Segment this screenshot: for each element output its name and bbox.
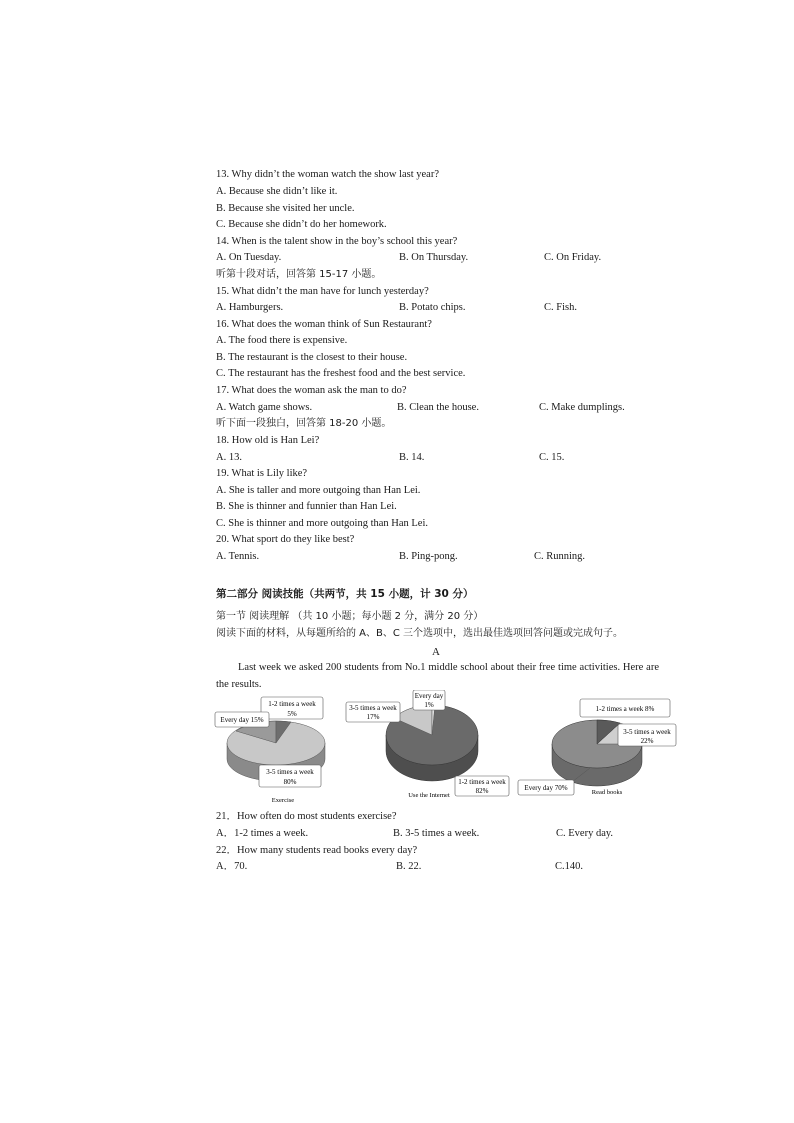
pie1-label-a2: 5% xyxy=(287,710,297,718)
part2-heading: 第二部分 阅读技能（共两节，共 15 小题，计 30 分） xyxy=(216,588,474,600)
q19-option-b: B. She is thinner and funnier than Han Lei. xyxy=(216,501,397,512)
q16-option-a: A. The food there is expensive. xyxy=(216,335,348,346)
q18-option-b: B. 14. xyxy=(399,452,425,463)
instruction-monologue: 听下面一段独白，回答第 18-20 小题。 xyxy=(216,418,392,429)
q15-question: 15. What didn’t the man have for lunch yesterday? xyxy=(216,286,429,297)
q14-question: 14. When is the talent show in the boy’s school this year? xyxy=(216,236,458,247)
pie2-label-a1: Every day xyxy=(414,692,444,700)
q18-option-a: A. 13. xyxy=(216,452,242,463)
q15-option-a: A. Hamburgers. xyxy=(216,302,284,313)
pie1-label-a1: 1-2 times a week xyxy=(268,700,316,708)
pie2-label-b1: 3-5 times a week xyxy=(349,704,397,712)
q13-option-a: A. Because she didn’t like it. xyxy=(216,186,338,197)
q14-option-b: B. On Thursday. xyxy=(399,252,469,263)
pie2-label-c1: 1-2 times a week xyxy=(458,778,506,786)
q21-option-b: B. 3-5 times a week. xyxy=(393,828,480,839)
q21-option-c: C. Every day. xyxy=(556,828,614,839)
q19-question: 19. What is Lily like? xyxy=(216,468,308,479)
pie-charts-figure xyxy=(205,690,680,808)
q17-option-a: A. Watch game shows. xyxy=(216,402,313,413)
q20-option-c: C. Running. xyxy=(534,551,586,562)
pie3-label-a1: 1-2 times a week 8% xyxy=(595,705,655,713)
pie2-label-b2: 17% xyxy=(366,713,380,721)
pie1-label-b1: Every day 15% xyxy=(220,716,264,724)
q13-option-b: B. Because she visited her uncle. xyxy=(216,203,355,214)
q16-option-c: C. The restaurant has the freshest food and the best service. xyxy=(216,368,466,379)
pie3-label-b1: 3-5 times a week xyxy=(623,728,671,736)
q14-option-a: A. On Tuesday. xyxy=(216,252,282,263)
q13-question: 13. Why didn’t the woman watch the show last year? xyxy=(216,169,439,180)
pie1-label-c1: 3-5 times a week xyxy=(266,768,314,776)
passage-text: Last week we asked 200 students from No.1 middle school about their free time activities. Here are the results. xyxy=(216,662,659,690)
q14-option-c: C. On Friday. xyxy=(544,252,602,263)
q19-option-a: A. She is taller and more outgoing than Han Lei. xyxy=(216,485,421,496)
q13-option-c: C. Because she didn’t do her homework. xyxy=(216,219,387,230)
q21-question: 21．How often do most students exercise? xyxy=(216,811,397,822)
q20-option-b: B. Ping-pong. xyxy=(399,551,458,562)
q22-option-b: B. 22. xyxy=(396,861,422,872)
pie3-label-c1: Every day 70% xyxy=(524,784,568,792)
pie-chart-read-books xyxy=(518,699,676,796)
q22-option-c: C.140. xyxy=(555,861,584,872)
q17-question: 17. What does the woman ask the man to do? xyxy=(216,385,407,396)
q20-question: 20. What sport do they like best? xyxy=(216,534,355,545)
pie1-label-c2: 80% xyxy=(283,778,297,786)
section1-heading: 第一节 阅读理解 （共 10 小题；每小题 2 分，满分 20 分） xyxy=(216,611,484,622)
q20-option-a: A. Tennis. xyxy=(216,551,260,562)
q21-option-a: A．1-2 times a week. xyxy=(216,828,309,839)
pie2-label-a2: 1% xyxy=(424,701,434,709)
q18-option-c: C. 15. xyxy=(539,452,565,463)
q17-option-c: C. Make dumplings. xyxy=(539,402,625,413)
q16-question: 16. What does the woman think of Sun Restaurant? xyxy=(216,319,432,330)
q15-option-b: B. Potato chips. xyxy=(399,302,466,313)
q22-question: 22．How many students read books every day? xyxy=(216,845,418,856)
pie-chart-internet xyxy=(346,690,509,799)
pie2-title: Use the Internet xyxy=(408,792,450,799)
pie-chart-exercise xyxy=(215,697,325,804)
q18-question: 18. How old is Han Lei? xyxy=(216,435,320,446)
pie3-title: Read books xyxy=(591,789,623,796)
pie3-label-b2: 22% xyxy=(640,737,654,745)
q17-option-b: B. Clean the house. xyxy=(397,402,479,413)
pie2-label-c2: 82% xyxy=(475,787,489,795)
q15-option-c: C. Fish. xyxy=(544,302,577,313)
q19-option-c: C. She is thinner and more outgoing than Han Lei. xyxy=(216,518,429,529)
q22-option-a: A．70. xyxy=(216,861,248,872)
reading-instructions: 阅读下面的材料，从每题所给的 A、B、C 三个选项中，选出最佳选项回答问题或完成句子。 xyxy=(216,628,624,639)
pie1-title: Exercise xyxy=(271,797,295,804)
q16-option-b: B. The restaurant is the closest to their house. xyxy=(216,352,408,363)
passage-letter: A xyxy=(432,646,440,658)
instruction-dialogue-10: 听第十段对话，回答第 15-17 小题。 xyxy=(216,269,382,280)
